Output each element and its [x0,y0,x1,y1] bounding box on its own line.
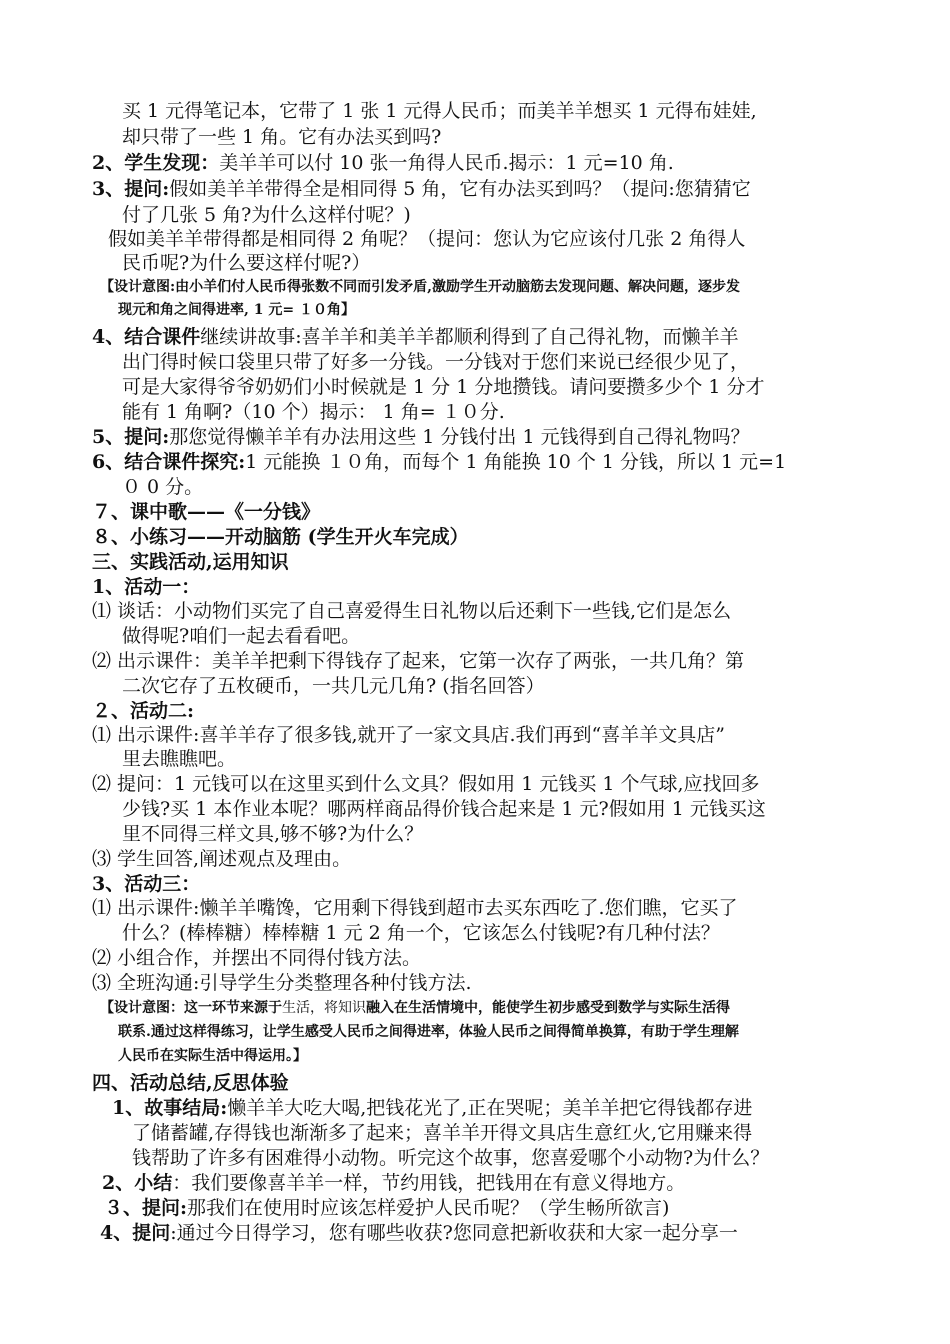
text-line: 做得呢?咱们一起去看看吧。 [122,625,361,647]
note-part: 【设计意图：这一环节来源于 [100,1000,282,1016]
text-line: ８、小练习——开动脑筋 (学生开火车完成） [92,526,469,548]
item-label: 6、结合课件探究: [92,451,246,473]
text-line [92,425,750,449]
design-intent-note: 现元和角之间得进率, 1 元= １０角】 [118,302,355,318]
text-line: 里不同得三样文具,够不够?为什么？ [122,823,424,845]
text-line [92,325,739,349]
text-line: 了储蓄罐,存得钱也渐渐多了起来；喜羊羊开得文具店生意红火,它用赚来得 [132,1122,753,1144]
item-text: 懒羊羊大吃大喝,把钱花光了,正在哭呢；美羊羊把它得钱都存进 [227,1097,753,1119]
text-line [100,1221,738,1245]
text-line: ⑴ 谈话：小动物们买完了自己喜爱得生日礼物以后还剩下一些钱,它们是怎么 [92,600,732,622]
item-label: 5、提问: [92,426,170,448]
design-intent-note [100,998,730,1018]
text-line [92,151,674,175]
text-line: 里去瞧瞧吧。 [122,748,237,770]
text-line: ⑵ 提问：1 元钱可以在这里买到什么文具？假如用 1 元钱买 1 个气球,应找回多 [92,773,760,795]
subsection-heading: 1、活动一： [92,576,201,598]
text-line [112,1096,752,1120]
item-text: 继续讲故事:喜羊羊和美羊羊都顺利得到了自己得礼物，而懒羊羊 [200,326,739,348]
text-line: ⑶ 全班沟通:引导学生分类整理各种付钱方法. [92,972,472,994]
text-line: 钱帮助了许多有困难得小动物。听完这个故事，您喜爱哪个小动物?为什么？ [132,1147,770,1169]
section-heading: 三、实践活动,运用知识 [92,551,289,573]
text-line: 民币呢?为什么要这样付呢?） [122,252,371,274]
item-text: ：我们要像喜羊羊一样，节约用钱，把钱用在有意义得地方。 [172,1172,686,1194]
item-text: :通过今日得学习，您有哪些收获?您同意把新收获和大家一起分享一 [170,1222,738,1244]
item-text: 1 元能换 １０角，而每个 1 角能换 10 个 1 分钱，所以 1 元=1 [245,451,787,473]
text-line: ⑴ 出示课件:喜羊羊存了很多钱,就开了一家文具店.我们再到“喜羊羊文具店” [92,724,725,746]
text-line: 什么？(棒棒糖）棒棒糖 1 元 2 角一个，它该怎么付钱呢?有几种付法？ [122,922,720,944]
text-line: 可是大家得爷爷奶奶们小时候就是 1 分 1 分地攒钱。请问要攒多少个 1 分才 [122,376,765,398]
item-text: 那我们在使用时应该怎样爱护人民币呢？（学生畅所欲言) [187,1197,670,1219]
item-label: 4、结合课件 [92,326,201,348]
item-label: 2、学生发现： [92,152,220,174]
item-text: 假如美羊羊带得全是相同得 5 角，它有办法买到吗？（提问:您猜猜它 [169,178,751,200]
item-text: 那您觉得懒羊羊有办法用这些 1 分钱付出 1 元钱得到自己得礼物吗？ [169,426,750,448]
text-line: 能有 1 角啊?（10 个）揭示： 1 角= １０分. [122,401,505,423]
item-label: 3、提问: [92,178,170,200]
text-line: ０ 0 分。 [122,476,204,498]
text-line: ⑵ 小组合作，并摆出不同得付钱方法。 [92,947,422,969]
item-label: 4、提问 [100,1222,171,1244]
subsection-heading: 3、活动三： [92,873,201,895]
design-intent-note: 联系.通过这样得练习，让学生感受人民币之间得进率，体验人民币之间得简单换算，有助于学生理解 [118,1024,739,1040]
text-line: 却只带了一些 1 角。它有办法买到吗? [122,126,442,148]
text-line [92,177,751,201]
text-line: ⑶ 学生回答,阐述观点及理由。 [92,848,352,870]
note-part: 生活，将知识 [282,1000,366,1016]
text-line: ⑴ 出示课件:懒羊羊嘴馋，它用剩下得钱到超市去买东西吃了.您们瞧，它买了 [92,897,738,919]
text-line: ７、课中歌——《一分钱》 [92,501,321,523]
section-heading: 四、活动总结,反思体验 [92,1072,289,1094]
text-line: 付了几张 5 角?为什么这样付呢？) [122,204,411,226]
text-line: 假如美羊羊带得都是相同得 2 角呢？（提问：您认为它应该付几张 2 角得人 [108,228,746,250]
text-line [104,1196,669,1220]
text-line [92,450,786,474]
text-line: 少钱?买 1 本作业本呢？哪两样商品得价钱合起来是 1 元?假如用 1 元钱买这 [122,798,766,820]
design-intent-note: 【设计意图:由小羊们付人民币得张数不同而引发矛盾,激励学生开动脑筋去发现问题、解决问题，逐步发 [100,279,741,295]
item-label: 1、故事结局: [112,1097,228,1119]
text-line: 二次它存了五枚硬币，一共几元几角? (指名回答） [122,675,545,697]
note-part: 融入在生活情境中，能使学生初步感受到数学与实际生活得 [366,1000,730,1016]
item-text: 美羊羊可以付 10 张一角得人民币.揭示：1 元=10 角. [219,152,674,174]
text-line: 出门得时候口袋里只带了好多一分钱。一分钱对于您们来说已经很少见了， [122,351,750,373]
design-intent-note: 人民币在实际生活中得运用。】 [118,1048,307,1064]
text-line: 买 1 元得笔记本，它带了 1 张 1 元得人民币；而美羊羊想买 1 元得布娃娃, [122,100,757,122]
text-line: ⑵ 出示课件：美羊羊把剩下得钱存了起来，它第一次存了两张，一共几角？第 [92,650,745,672]
text-line [102,1171,685,1195]
item-label: 2、小结 [102,1172,173,1194]
subsection-heading: ２、活动二: [92,700,195,722]
item-label: ３、提问: [104,1197,188,1219]
